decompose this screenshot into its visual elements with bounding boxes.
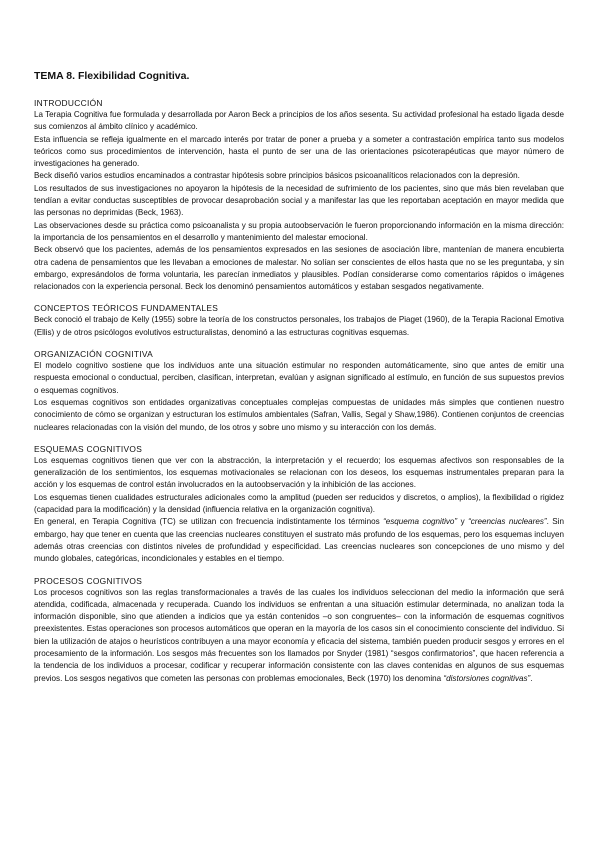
paragraph: Los resultados de sus investigaciones no apoyaron la hipótesis de la necesidad de sufrimiento de los pacientes, sino que más bien revelaban que tendían a evitar conductas susceptibles de provocar desaprobación social y a manifestar las que les reportaban aceptación en mayor medida que las personas no deprimidas (Beck, 1963).	[34, 183, 564, 218]
section-esquemas	[34, 444, 564, 566]
italic-term: “distorsiones cognitivas”	[443, 673, 531, 683]
paragraph: Beck diseñó varios estudios encaminados a contrastar hipótesis sobre principios básicos psicoanalíticos relacionados con la depresión.	[34, 171, 520, 181]
text-run: . Sin embargo, hay que tener en cuenta que las creencias nucleares constituyen el sustrato más profundo de los esquemas, pero los esquemas incluyen además otras creencias con distintos niveles de profundidad y especificidad. Las creencias nucleares son concepciones de uno mismo y del mundo globales, categóricas, incondicionales y estables en el tiempo.	[34, 517, 565, 564]
section-organizacion	[34, 349, 564, 434]
paragraph	[34, 587, 564, 685]
text-run: Los procesos cognitivos son las reglas transformacionales a través de las cuales los individuos seleccionan del medio la información que será atendida, codificada, almacenada y recuperada. Cuando los individuos se enfrentan a una situación estimular determinada, no analizan toda la información disponible, sino que atienden a indicios que ya están contenidos –o son congruentes– con la información de esquemas cognitivos preexistentes. Estas operaciones son procesos automáticos que operan en la mayoría de los casos sin el conocimiento consciente del individuo. Si bien la utilización de atajos o heurísticos contribuyen a una mayor economía y eficacia del sistema, también pueden producir sesgos y errores en el procesamiento de la información. Los sesgos más frecuentes son los llamados por Snyder (1981) “sesgos confirmatorios”, que hacen referencia a la tendencia de los individuos a procesar, codificar y recuperar información consistente con las claves contenidas en algunos de sus esquemas previos. Los sesgos negativos que cometen las personas con problemas emocionales, Beck (1970) los denomina	[34, 587, 564, 683]
paragraph: Los esquemas cognitivos son entidades organizativas conceptuales complejas compuestas de unidades más simples que contienen nuestro conocimiento de cómo se organizan y estructuran los estímulos ambientales (Safran, Vallis, Segal y Shaw,1986). Contienen conjuntos de creencias nucleares relacionadas con la visión del mundo, de los otros y sobre uno mismo y su interacción con los demás.	[34, 397, 564, 432]
text-run: En general, en Terapia Cognitiva (TC) se utilizan con frecuencia indistintamente los términos	[34, 517, 384, 527]
paragraph: Las observaciones desde su práctica como psicoanalista y su propia autoobservación le fueron proporcionando información en la misma dirección: la importancia de los pensamientos en el desarrollo y mantenimiento del malestar emocional.	[34, 220, 564, 242]
section-introduccion	[34, 98, 564, 293]
paragraph: El modelo cognitivo sostiene que los individuos ante una situación estimular no responden automáticamente, sino que antes de emitir una respuesta emocional o conductual, perciben, clasifican, interpretan, evalúan y asignan significado al estímulo, en función de sus supuestos previos o esquemas cognitivos.	[34, 361, 564, 395]
paragraph: Beck conoció el trabajo de Kelly (1955) sobre la teoría de los constructos personales, los trabajos de Piaget (1960), de la Terapia Racional Emotiva (Ellis) y de otros psicólogos evolutivos estructuralistas, denominó a las estructuras cognitivas esquemas.	[34, 315, 564, 337]
italic-term: “creencias nucleares”	[468, 517, 547, 527]
paragraph	[34, 516, 564, 565]
section-heading: ESQUEMAS COGNITIVOS	[34, 443, 143, 454]
document-title: TEMA 8. Flexibilidad Cognitiva.	[34, 70, 190, 82]
section-procesos	[34, 576, 564, 685]
section-heading: INTRODUCCIÓN	[34, 98, 103, 108]
section-heading: PROCESOS COGNITIVOS	[34, 575, 143, 586]
paragraph: Esta influencia se refleja igualmente en el marcado interés por tratar de poner a prueba y a someter a contrastación empírica tanto sus modelos teóricos como sus procedimientos de intervención, hasta el punto de ser una de las orientaciones psicoterapéuticas que mayor número de investigaciones ha generado.	[34, 134, 564, 169]
paragraph: Beck observó que los pacientes, además de los pensamientos expresados en las sesiones de asociación libre, mantenían de manera encubierta otra cadena de pensamientos que les llevaban a emociones de malestar. No solían ser conscientes de ellos hasta que no se les preguntaba, y sin embargo, expresándolos de forma voluntaria, les parecían inmediatos y plausibles. Podían considerarse como comentarios rápidos o imágenes relacionados con la experiencia personal. Beck los denominó pensamientos automáticos y estaban sesgados negativamente.	[34, 245, 564, 292]
section-heading: CONCEPTOS TEÓRICOS FUNDAMENTALES	[34, 303, 219, 314]
paragraph: Los esquemas cognitivos tienen que ver con la abstracción, la interpretación y el recuerdo; los esquemas afectivos son responsables de la generalización de los sentimientos, los esquemas motivacionales se relacionan con los deseos, los esquemas instrumentales preparan para la acción y los esquemas de control están involucrados en la autoobservación y la inhibición de las acciones.	[34, 455, 564, 490]
text-run: y	[457, 517, 469, 527]
paragraph: Los esquemas tienen cualidades estructurales adicionales como la amplitud (pueden ser reducidos y discretos, o amplios), la flexibilidad o rigidez (capacidad para la modificación) y la densidad (influencia relativa en la organización cognitiva).	[34, 492, 564, 515]
paragraph: La Terapia Cognitiva fue formulada y desarrollada por Aaron Beck a principios de los años sesenta. Su actividad profesional ha estado ligada desde sus comienzos al ámbito clínico y académico.	[34, 110, 564, 132]
text-run: .	[530, 673, 533, 683]
section-heading: ORGANIZACIÓN COGNITIVA	[34, 349, 154, 360]
document-page	[34, 70, 564, 695]
italic-term: “esquema cognitivo”	[383, 517, 458, 527]
section-conceptos	[34, 303, 564, 339]
